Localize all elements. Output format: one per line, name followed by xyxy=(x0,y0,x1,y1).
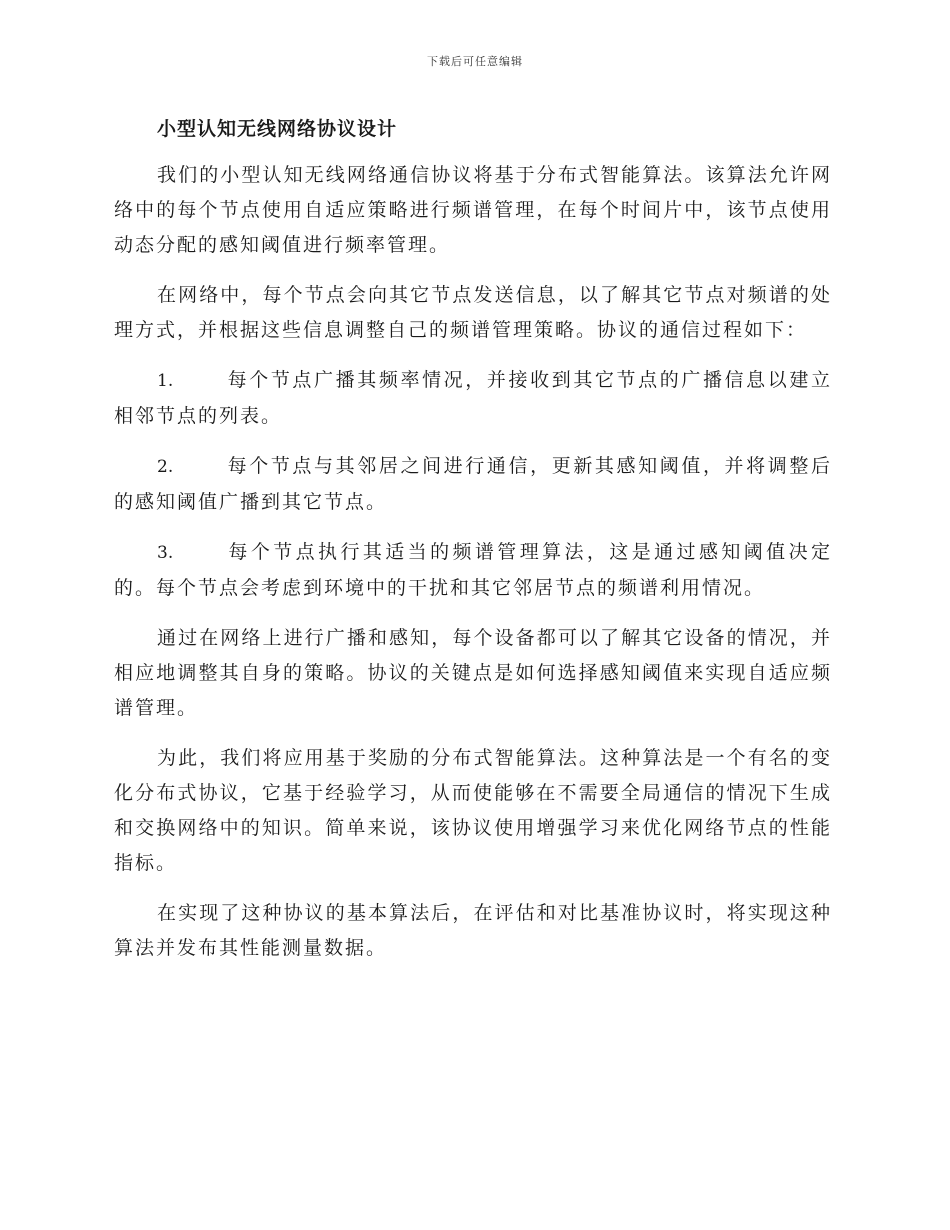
list-text: 每个节点执行其适当的频谱管理算法，这是通过感知阈值决定的。每个节点会考虑到环境中的干扰和其它邻居节点的频谱利用情况。 xyxy=(114,541,832,599)
paragraph-conclusion: 在实现了这种协议的基本算法后，在评估和对比基准协议时，将实现这种算法并发布其性能测量数据。 xyxy=(114,902,832,959)
paragraph-algorithm: 为此，我们将应用基于奖励的分布式智能算法。这种算法是一个有名的变化分布式协议，它基于经验学习，从而使能够在不需要全局通信的情况下生成和交换网络中的知识。简单来说，该协议使用增强学习来优化网络节点的性能指标。 xyxy=(114,747,832,874)
list-number: 2. xyxy=(157,457,174,477)
list-number: 1. xyxy=(157,371,174,391)
list-item xyxy=(114,449,832,520)
document-title: 小型认知无线网络协议设计 xyxy=(157,118,398,140)
paragraph-process: 在网络中，每个节点会向其它节点发送信息，以了解其它节点对频谱的处理方式，并根据这些信息调整自己的频谱管理策略。协议的通信过程如下： xyxy=(114,284,832,341)
document-body xyxy=(114,112,832,981)
list-text: 每个节点广播其频率情况，并接收到其它节点的广播信息以建立相邻节点的列表。 xyxy=(114,369,832,427)
list-item xyxy=(114,363,832,434)
list-number: 3. xyxy=(157,543,174,563)
page-header: 下载后可任意编辑 xyxy=(427,55,523,68)
paragraph-intro: 我们的小型认知无线网络通信协议将基于分布式智能算法。该算法允许网络中的每个节点使用自适应策略进行频谱管理，在每个时间片中，该节点使用动态分配的感知阈值进行频率管理。 xyxy=(114,164,832,256)
list-text: 每个节点与其邻居之间进行通信，更新其感知阈值，并将调整后的感知阈值广播到其它节点。 xyxy=(114,455,832,513)
paragraph-broadcast: 通过在网络上进行广播和感知，每个设备都可以了解其它设备的情况，并相应地调整其自身的策略。协议的关键点是如何选择感知阈值来实现自适应频谱管理。 xyxy=(114,627,832,719)
list-item xyxy=(114,535,832,606)
